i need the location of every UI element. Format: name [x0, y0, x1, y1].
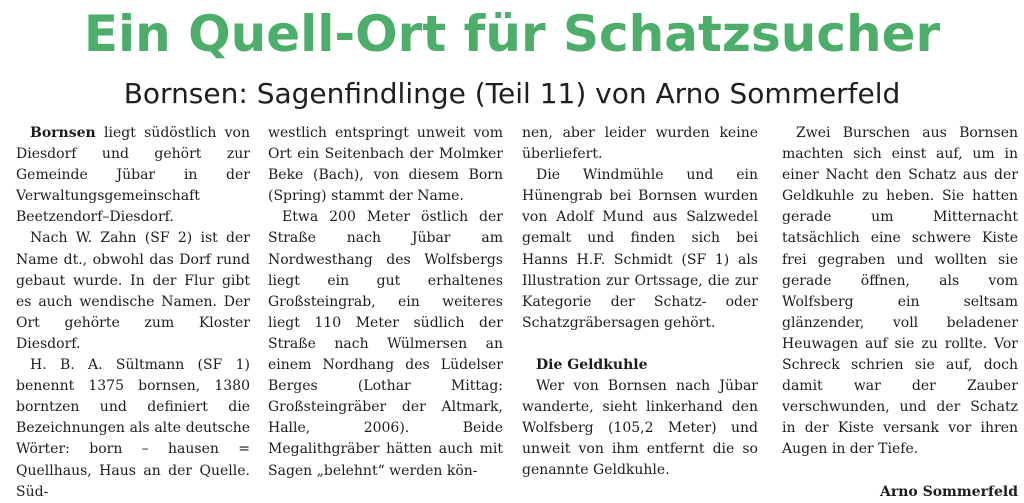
paragraph: Nach W. Zahn (SF 2) ist der Name dt., obwohl das Dorf rund gebaut wurde. In der Flur gibt es auch wendische Namen. Der Ort gehörte zum Kloster Diesdorf.	[16, 230, 250, 352]
paragraph: westlich entspringt unweit vom Ort ein Seitenbach der Molmker Beke (Bach), von diesem Born (Spring) stammt der Name.	[268, 125, 503, 205]
article-headline: Ein Quell-Ort für Schatzsucher	[83, 5, 941, 63]
section-subtitle: Die Geldkuhle	[536, 356, 648, 373]
article-subheadline: Bornsen: Sagenfindlinge (Teil 11) von Arno Sommerfeld	[123, 77, 901, 110]
text-column-3	[522, 123, 758, 482]
lead-word: Bornsen	[30, 125, 96, 141]
text-column-1	[16, 123, 250, 503]
paragraph: nen, aber leider wurden keine überliefert.	[522, 125, 758, 163]
paragraph: Wer von Bornsen nach Jübar wanderte, sieht linkerhand den Wolfsberg (105,2 Meter) und unweit von ihm entfernt die so genannte Geldkuhle.	[522, 378, 758, 479]
text-column-2	[268, 123, 503, 482]
paragraph: Etwa 200 Meter östlich der Straße nach Jübar am Nordwesthang des Wolfsbergs liegt ein gut erhaltenes Großsteingrab, ein weiteres liegt 110 Meter südlich der Straße nach Wülmersen an einem Nordhang des Lüdelser Berges (Lothar Mittag: Großsteingräber der Altmark, Halle, 2006). Beide Megalithgräber hätten auch mit Sagen „belehnt“ werden kön-	[268, 209, 503, 479]
text-column-4	[782, 123, 1018, 503]
paragraph	[16, 123, 250, 228]
paragraph: Die Windmühle und ein Hünengrab bei Bornsen wurden von Adolf Mund aus Salzwedel gemalt und finden sich bei Hanns H.F. Schmidt (SF 1) als Illustration zur Ortssage, die zur Kategorie der Schatz- oder Schatzgräbersagen gehört.	[522, 167, 758, 331]
author-signature: Arno Sommerfeld	[879, 483, 1018, 500]
paragraph: H. B. A. Sültmann (SF 1) benennt 1375 bornsen, 1380 borntzen und definiert die Bezeichnungen als alte deutsche Wörter: born – hausen = Quellhaus, Haus an der Quelle. Süd-	[16, 357, 250, 500]
paragraph-text: liegt südöstlich von Diesdorf und gehört zur Gemeinde Jübar in der Verwaltungsgemeinschaft Beetzendorf–Diesdorf.	[16, 125, 250, 226]
paragraph: Zwei Burschen aus Bornsen machten sich einst auf, um in einer Nacht den Schatz aus der Geldkuhle zu heben. Sie hatten gerade um Mitternacht tatsächlich eine schwere Kiste frei gegraben und wollten sie gerade öffnen, als vom Wolfsberg ein seltsam glänzender, voll beladener Heuwagen auf sie zu rollte. Vor Schreck schrien sie auf, doch damit war der Zauber verschwunden, und der Schatz in der Kiste versank vor ihren Augen in der Tiefe.	[782, 125, 1018, 458]
spacer	[522, 334, 758, 355]
